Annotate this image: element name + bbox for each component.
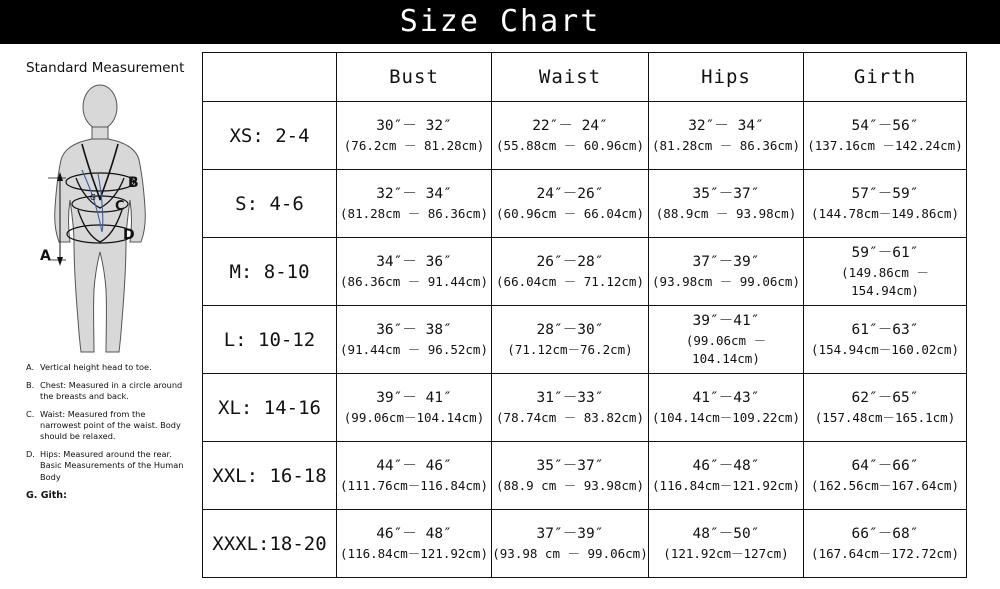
cell-hips-cm: (116.84cm－121.92cm) (652, 477, 800, 493)
cell-waist (492, 510, 649, 578)
cell-hips-cm: (104.14cm－109.22cm) (652, 409, 800, 425)
cell-bust-cm: (111.76cm－116.84cm) (340, 477, 488, 493)
cell-girth-cm: (137.16cm －142.24cm) (807, 137, 963, 153)
page-title: Size Chart (399, 4, 601, 39)
cell-girth (804, 374, 967, 442)
cell-waist-inches: 37″－39″ (536, 525, 604, 542)
cell-hips (649, 170, 804, 238)
cell-size: S: 4-6 (203, 170, 337, 238)
cell-girth-cm: (157.48cm－165.1cm) (814, 409, 956, 425)
cell-bust-cm: (91.44cm － 96.52cm) (340, 341, 488, 357)
legend-item-a (26, 362, 186, 373)
size-chart-table (202, 52, 967, 578)
cell-bust-cm: (116.84cm－121.92cm) (340, 545, 488, 561)
table-header-bust: Bust (337, 53, 492, 102)
table-header-waist: Waist (492, 53, 649, 102)
table-row (203, 510, 967, 578)
cell-size: XXL: 16-18 (203, 442, 337, 510)
cell-waist-inches: 28″－30″ (536, 321, 604, 338)
cell-hips-cm: (99.06cm － 104.14cm) (685, 332, 767, 366)
cell-girth (804, 170, 967, 238)
cell-girth-inches: 57″－59″ (851, 185, 919, 202)
table-row (203, 102, 967, 170)
cell-girth-inches: 59″－61″ (851, 244, 919, 261)
cell-bust-inches: 34″－ 36″ (376, 253, 452, 270)
legend-item-b (26, 380, 186, 402)
cell-hips (649, 306, 804, 374)
legend-key-a: A. (26, 362, 35, 372)
cell-girth-cm: (144.78cm－149.86cm) (811, 205, 959, 221)
cell-girth-inches: 66″－68″ (851, 525, 919, 542)
cell-hips-inches: 35″－37″ (692, 185, 760, 202)
legend-text-b: Chest: Measured in a circle around the breasts and back. (40, 380, 183, 402)
cell-hips (649, 238, 804, 306)
cell-girth-inches: 54″－56″ (851, 117, 919, 134)
cell-size: XS: 2-4 (203, 102, 337, 170)
svg-text:A: A (40, 248, 51, 264)
cell-girth (804, 442, 967, 510)
cell-bust (337, 170, 492, 238)
cell-hips (649, 442, 804, 510)
cell-waist-inches: 35″－37″ (536, 457, 604, 474)
cell-size: XL: 14-16 (203, 374, 337, 442)
table-header-size (203, 53, 337, 102)
cell-waist (492, 102, 649, 170)
legend-text-d: Hips: Measured around the rear. Basic Measurements of the Human Body (40, 449, 184, 482)
cell-girth (804, 306, 967, 374)
cell-hips-inches: 37″－39″ (692, 253, 760, 270)
cell-bust-cm: (99.06cm－104.14cm) (343, 409, 485, 425)
cell-waist-cm: (55.88cm － 60.96cm) (496, 137, 644, 153)
cell-hips-cm: (88.9cm － 93.98cm) (655, 205, 797, 221)
svg-text:C: C (115, 199, 125, 214)
table-header-row (203, 53, 967, 102)
cell-girth-cm: (149.86cm － 154.94cm) (841, 264, 929, 298)
cell-bust (337, 238, 492, 306)
cell-waist (492, 306, 649, 374)
cell-bust (337, 374, 492, 442)
svg-text:B: B (128, 175, 139, 191)
standard-measurement-title: Standard Measurement (26, 60, 185, 76)
cell-hips-inches: 48″－50″ (692, 525, 760, 542)
cell-hips (649, 374, 804, 442)
cell-girth-inches: 61″－63″ (851, 321, 919, 338)
cell-hips (649, 102, 804, 170)
legend-item-girth: G. Gith: (26, 489, 67, 501)
cell-size: L: 10-12 (203, 306, 337, 374)
cell-girth (804, 238, 967, 306)
cell-waist-cm: (60.96cm － 66.04cm) (496, 205, 644, 221)
cell-bust-inches: 36″－ 38″ (376, 321, 452, 338)
cell-girth (804, 102, 967, 170)
cell-bust-inches: 32″－ 34″ (376, 185, 452, 202)
svg-text:D: D (123, 227, 135, 243)
cell-hips-cm: (81.28cm － 86.36cm) (652, 137, 800, 153)
body-measurement-diagram (20, 82, 190, 362)
cell-waist-inches: 31″－33″ (536, 389, 604, 406)
cell-waist-cm: (66.04cm － 71.12cm) (496, 273, 644, 289)
table-header-hips: Hips (649, 53, 804, 102)
cell-waist-cm: (88.9 cm － 93.98cm) (496, 477, 644, 493)
cell-waist-inches: 22″－ 24″ (532, 117, 608, 134)
table-row (203, 442, 967, 510)
cell-waist-cm: (71.12cm－76.2cm) (507, 341, 633, 357)
table-row (203, 374, 967, 442)
cell-girth-inches: 62″－65″ (851, 389, 919, 406)
legend-text-c: Waist: Measured from the narrowest point of the waist. Body should be relaxed. (40, 409, 181, 442)
cell-hips-cm: (121.92cm－127cm) (663, 545, 789, 561)
cell-hips-inches: 46″－48″ (692, 457, 760, 474)
cell-bust-inches: 44″－ 46″ (376, 457, 452, 474)
cell-waist (492, 170, 649, 238)
legend-key-d: D. (26, 449, 35, 460)
cell-bust-cm: (86.36cm － 91.44cm) (340, 273, 488, 289)
cell-bust (337, 306, 492, 374)
cell-girth-inches: 64″－66″ (851, 457, 919, 474)
cell-bust (337, 442, 492, 510)
cell-waist (492, 442, 649, 510)
legend-item-c (26, 409, 186, 442)
table-row (203, 306, 967, 374)
cell-waist-cm: (93.98 cm － 99.06cm) (492, 545, 648, 561)
legend-key-c: C. (26, 409, 35, 420)
svg-text:G: G (90, 193, 96, 202)
cell-bust-inches: 30″－ 32″ (376, 117, 452, 134)
cell-hips-cm: (93.98cm － 99.06cm) (652, 273, 800, 289)
cell-waist-inches: 26″－28″ (536, 253, 604, 270)
table-header-girth: Girth (804, 53, 967, 102)
legend-key-b: B. (26, 380, 35, 391)
cell-hips (649, 510, 804, 578)
cell-girth-cm: (162.56cm－167.64cm) (811, 477, 959, 493)
cell-bust-inches: 46″－ 48″ (376, 525, 452, 542)
cell-waist (492, 374, 649, 442)
legend-text-a: Vertical height head to toe. (40, 362, 152, 372)
cell-waist (492, 238, 649, 306)
cell-hips-inches: 41″－43″ (692, 389, 760, 406)
table-row (203, 170, 967, 238)
cell-bust-cm: (76.2cm － 81.28cm) (343, 137, 485, 153)
cell-waist-inches: 24″－26″ (536, 185, 604, 202)
cell-girth (804, 510, 967, 578)
table-row (203, 238, 967, 306)
measurement-legend (26, 362, 186, 502)
standard-measurement-panel (0, 44, 200, 589)
cell-waist-cm: (78.74cm － 83.82cm) (496, 409, 644, 425)
cell-girth-cm: (154.94cm－160.02cm) (811, 341, 959, 357)
cell-bust (337, 510, 492, 578)
header-bar (0, 0, 1000, 44)
cell-girth-cm: (167.64cm－172.72cm) (811, 545, 959, 561)
cell-hips-inches: 32″－ 34″ (688, 117, 764, 134)
cell-size: M: 8-10 (203, 238, 337, 306)
cell-bust-cm: (81.28cm － 86.36cm) (340, 205, 488, 221)
cell-bust (337, 102, 492, 170)
cell-size: XXXL:18-20 (203, 510, 337, 578)
cell-hips-inches: 39″－41″ (692, 312, 760, 329)
legend-item-d (26, 449, 186, 482)
cell-bust-inches: 39″－ 41″ (376, 389, 452, 406)
